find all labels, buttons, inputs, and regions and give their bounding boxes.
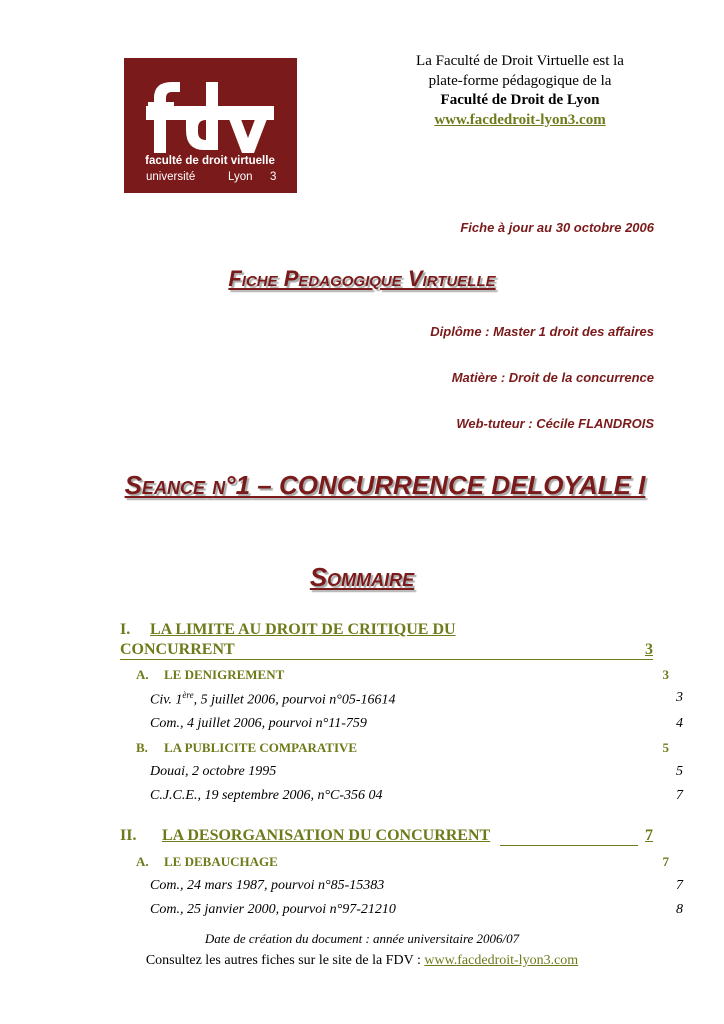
toc-case-4-text: C.J.C.E., 19 septembre 2006, n°C-356 04 (150, 788, 383, 803)
web-tuteur: Web-tuteur : Cécile FLANDROIS (456, 416, 654, 431)
toc-case-1-pre: Civ. 1 (150, 692, 183, 708)
toc-2A-page: 7 (662, 854, 669, 869)
fiche-title: Fiche Pedagogique Virtuelle (228, 266, 496, 291)
diplome: Diplôme : Master 1 droit des affaires (430, 324, 654, 339)
toc-1B-title: LA PUBLICITE COMPARATIVE (164, 740, 358, 755)
toc-case-2-page: 4 (676, 716, 683, 731)
seance-number: n°1 (212, 470, 251, 500)
toc-case-5-page: 7 (676, 878, 683, 893)
toc-1B-num: B. (136, 740, 148, 755)
toc-1A[interactable] (120, 667, 669, 683)
toc-part-2-title: LA DESORGANISATION DU CONCURRENT (162, 827, 491, 844)
table-of-contents (120, 621, 683, 921)
toc-1A-num: A. (136, 667, 149, 682)
footer-creation-date: Date de création du document : année universitaire 2006/07 (204, 931, 520, 946)
footer-consult-text: Consultez les autres fiches sur le site de la FDV : (145, 953, 425, 968)
update-date: Fiche à jour au 30 octobre 2006 (460, 220, 654, 235)
header-line3: Faculté de Droit de Lyon (440, 92, 600, 108)
matiere: Matière : Droit de la concurrence (451, 370, 654, 385)
toc-case-3-text: Douai, 2 octobre 1995 (150, 764, 277, 779)
toc-2A[interactable] (120, 854, 669, 870)
logo-line2b: Lyon (228, 171, 253, 183)
toc-case-2[interactable] (120, 716, 683, 732)
toc-2A-num: A. (136, 854, 149, 869)
toc-1A-page: 3 (662, 667, 669, 682)
header-line2: plate-forme pédagogique de la (428, 72, 612, 89)
toc-part-1-title1: LA LIMITE AU DROIT DE CRITIQUE DU (150, 621, 456, 638)
header-site-link[interactable]: www.facdedroit-lyon3.com (434, 111, 606, 128)
toc-case-1[interactable] (120, 690, 683, 709)
toc-case-6[interactable] (120, 902, 683, 918)
logo-line2: université (146, 171, 196, 183)
toc-part-2-page: 7 (645, 827, 653, 844)
logo-line1: faculté de droit virtuelle (145, 155, 275, 167)
toc-2A-title: LE DEBAUCHAGE (164, 854, 278, 869)
sommaire-title: Sommaire (309, 562, 415, 592)
toc-part-2-leader (500, 845, 638, 846)
toc-1A-title: LE DENIGREMENT (164, 667, 285, 682)
seance-title (110, 470, 660, 500)
toc-part-1-line2[interactable] (120, 641, 653, 660)
toc-case-1-post: , 5 juillet 2006, pourvoi n°05-16614 (193, 692, 396, 708)
footer-consult (0, 953, 724, 969)
toc-case-1-page: 3 (676, 690, 683, 705)
toc-case-3[interactable] (120, 764, 683, 780)
toc-1B[interactable] (120, 740, 669, 756)
toc-case-5[interactable] (120, 878, 683, 894)
toc-part-2-num: II. (120, 827, 137, 844)
toc-case-5-text: Com., 24 mars 1987, pourvoi n°85-15383 (150, 878, 385, 893)
logo-line2c: 3 (270, 171, 277, 183)
fdv-logo-graphic (124, 58, 297, 193)
header-line1: La Faculté de Droit Virtuelle est la (416, 53, 624, 69)
toc-case-2-text: Com., 4 juillet 2006, pourvoi n°11-759 (150, 716, 367, 731)
toc-part-1-title2: CONCURRENT (120, 641, 235, 658)
toc-case-3-page: 5 (676, 764, 683, 779)
toc-case-6-page: 8 (676, 902, 683, 917)
toc-part-1-num: I. (120, 621, 131, 638)
seance-rest: – CONCURRENCE DELOYALE I (250, 470, 646, 500)
footer-site-link[interactable]: www.facdedroit-lyon3.com (424, 953, 579, 968)
header-block (380, 52, 660, 130)
toc-case-4[interactable] (120, 788, 683, 804)
toc-case-1-sup: ère (182, 690, 194, 700)
toc-case-4-page: 7 (676, 788, 683, 803)
toc-part-1-page: 3 (645, 641, 653, 658)
fdv-logo (124, 58, 297, 193)
toc-1B-page: 5 (662, 740, 669, 755)
seance-prefix: Seance (124, 470, 205, 500)
toc-part-2[interactable] (120, 827, 653, 845)
toc-part-1-line1[interactable] (120, 621, 653, 639)
toc-case-6-text: Com., 25 janvier 2000, pourvoi n°97-21210 (150, 902, 396, 917)
